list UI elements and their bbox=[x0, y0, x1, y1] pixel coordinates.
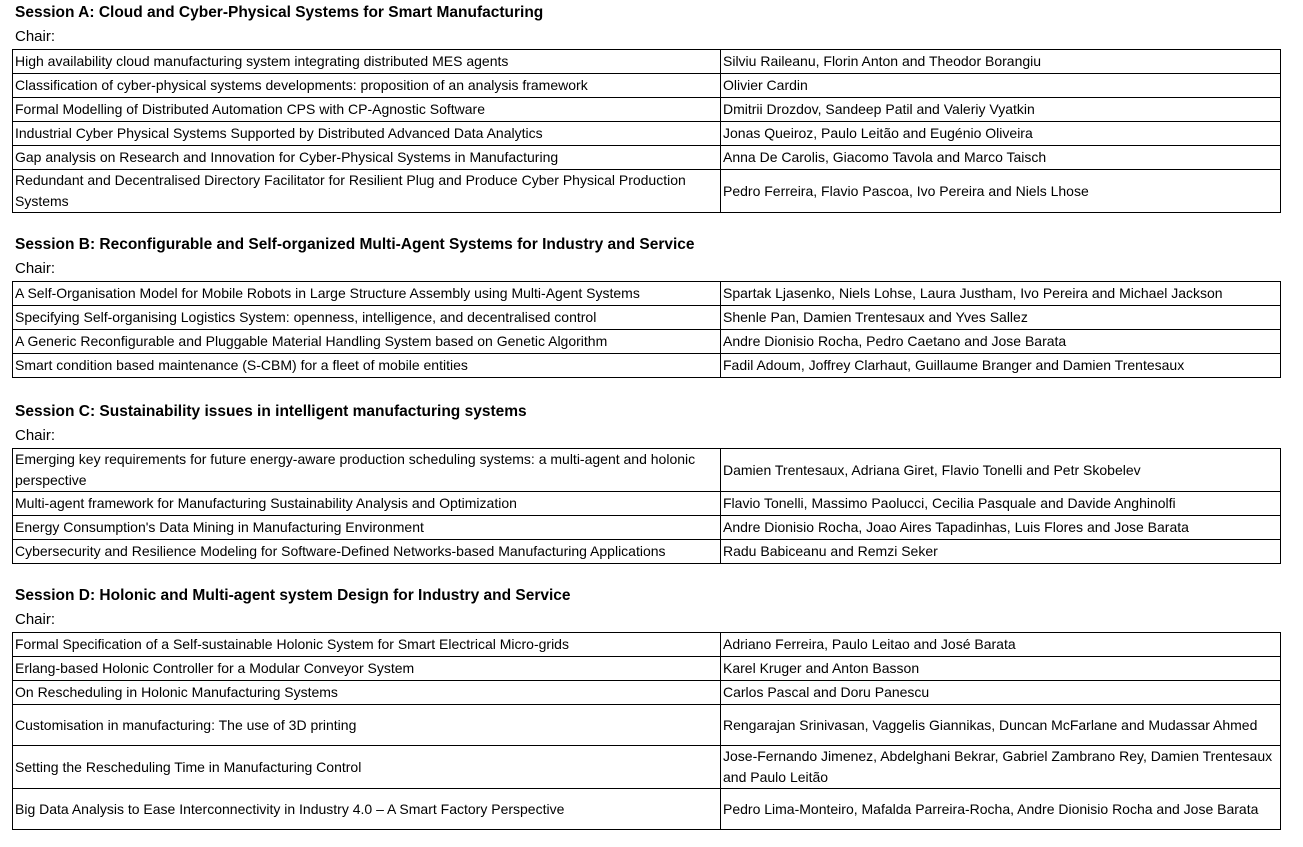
paper-title: Formal Specification of a Self-sustainable Holonic System for Smart Electrical Micro-grids bbox=[13, 633, 721, 657]
papers-table bbox=[12, 632, 1281, 830]
session-d bbox=[12, 584, 1280, 830]
paper-authors: Pedro Ferreira, Flavio Pascoa, Ivo Pereira and Niels Lhose bbox=[721, 170, 1281, 213]
paper-authors: Andre Dionisio Rocha, Joao Aires Tapadinhas, Luis Flores and Jose Barata bbox=[721, 516, 1281, 540]
table-row bbox=[13, 122, 1281, 146]
paper-authors: Damien Trentesaux, Adriana Giret, Flavio Tonelli and Petr Skobelev bbox=[721, 449, 1281, 492]
session-title: Session D: Holonic and Multi-agent system Design for Industry and Service bbox=[15, 587, 571, 604]
papers-table bbox=[12, 281, 1281, 378]
paper-title: Specifying Self-organising Logistics System: openness, intelligence, and decentralised control bbox=[13, 306, 721, 330]
session-chair: Chair: bbox=[15, 260, 56, 277]
paper-title: Big Data Analysis to Ease Interconnectivity in Industry 4.0 – A Smart Factory Perspective bbox=[13, 789, 721, 830]
paper-authors: Flavio Tonelli, Massimo Paolucci, Cecilia Pasquale and Davide Anghinolfi bbox=[721, 492, 1281, 516]
session-b bbox=[12, 233, 1280, 378]
table-row bbox=[13, 516, 1281, 540]
paper-authors: Carlos Pascal and Doru Panescu bbox=[721, 681, 1281, 705]
papers-table bbox=[12, 448, 1281, 564]
paper-title: Emerging key requirements for future energy-aware production scheduling systems: a multi-agent and holonic perspective bbox=[13, 449, 721, 492]
table-row bbox=[13, 492, 1281, 516]
paper-authors: Jose-Fernando Jimenez, Abdelghani Bekrar, Gabriel Zambrano Rey, Damien Trentesaux and Paulo Leitão bbox=[721, 746, 1281, 789]
table-row bbox=[13, 330, 1281, 354]
paper-authors: Fadil Adoum, Joffrey Clarhaut, Guillaume Branger and Damien Trentesaux bbox=[721, 354, 1281, 378]
session-chair: Chair: bbox=[15, 427, 56, 444]
table-row bbox=[13, 705, 1281, 746]
paper-authors: Silviu Raileanu, Florin Anton and Theodor Borangiu bbox=[721, 50, 1281, 74]
paper-title: High availability cloud manufacturing system integrating distributed MES agents bbox=[13, 50, 721, 74]
table-row bbox=[13, 354, 1281, 378]
table-row bbox=[13, 657, 1281, 681]
paper-authors: Shenle Pan, Damien Trentesaux and Yves Sallez bbox=[721, 306, 1281, 330]
paper-title: Redundant and Decentralised Directory Facilitator for Resilient Plug and Produce Cyber Physical Production Systems bbox=[13, 170, 721, 213]
paper-authors: Rengarajan Srinivasan, Vaggelis Giannikas, Duncan McFarlane and Mudassar Ahmed bbox=[721, 705, 1281, 746]
table-row bbox=[13, 789, 1281, 830]
paper-authors: Olivier Cardin bbox=[721, 74, 1281, 98]
paper-title: Classification of cyber-physical systems developments: proposition of an analysis framework bbox=[13, 74, 721, 98]
table-row bbox=[13, 146, 1281, 170]
paper-title: Setting the Rescheduling Time in Manufacturing Control bbox=[13, 746, 721, 789]
paper-authors: Radu Babiceanu and Remzi Seker bbox=[721, 540, 1281, 564]
session-c bbox=[12, 400, 1280, 564]
paper-authors: Adriano Ferreira, Paulo Leitao and José Barata bbox=[721, 633, 1281, 657]
table-row bbox=[13, 540, 1281, 564]
table-row bbox=[13, 74, 1281, 98]
paper-title: Formal Modelling of Distributed Automation CPS with CP-Agnostic Software bbox=[13, 98, 721, 122]
table-row bbox=[13, 170, 1281, 213]
paper-title: Multi-agent framework for Manufacturing Sustainability Analysis and Optimization bbox=[13, 492, 721, 516]
paper-title: Gap analysis on Research and Innovation for Cyber-Physical Systems in Manufacturing bbox=[13, 146, 721, 170]
table-row bbox=[13, 282, 1281, 306]
session-title: Session C: Sustainability issues in intelligent manufacturing systems bbox=[15, 403, 527, 420]
paper-authors: Jonas Queiroz, Paulo Leitão and Eugénio Oliveira bbox=[721, 122, 1281, 146]
paper-title: A Self-Organisation Model for Mobile Robots in Large Structure Assembly using Multi-Agent Systems bbox=[13, 282, 721, 306]
paper-authors: Dmitrii Drozdov, Sandeep Patil and Valeriy Vyatkin bbox=[721, 98, 1281, 122]
paper-authors: Andre Dionisio Rocha, Pedro Caetano and Jose Barata bbox=[721, 330, 1281, 354]
paper-title: On Rescheduling in Holonic Manufacturing Systems bbox=[13, 681, 721, 705]
paper-title: Customisation in manufacturing: The use of 3D printing bbox=[13, 705, 721, 746]
table-row bbox=[13, 50, 1281, 74]
table-row bbox=[13, 633, 1281, 657]
table-row bbox=[13, 306, 1281, 330]
paper-authors: Spartak Ljasenko, Niels Lohse, Laura Justham, Ivo Pereira and Michael Jackson bbox=[721, 282, 1281, 306]
table-row bbox=[13, 681, 1281, 705]
papers-table bbox=[12, 49, 1281, 213]
paper-title: A Generic Reconfigurable and Pluggable Material Handling System based on Genetic Algorithm bbox=[13, 330, 721, 354]
paper-title: Cybersecurity and Resilience Modeling for Software-Defined Networks-based Manufacturing Applications bbox=[13, 540, 721, 564]
paper-title: Industrial Cyber Physical Systems Supported by Distributed Advanced Data Analytics bbox=[13, 122, 721, 146]
paper-authors: Anna De Carolis, Giacomo Tavola and Marco Taisch bbox=[721, 146, 1281, 170]
table-row bbox=[13, 746, 1281, 789]
paper-authors: Karel Kruger and Anton Basson bbox=[721, 657, 1281, 681]
session-a bbox=[12, 1, 1280, 213]
table-row bbox=[13, 449, 1281, 492]
table-row bbox=[13, 98, 1281, 122]
paper-title: Energy Consumption's Data Mining in Manufacturing Environment bbox=[13, 516, 721, 540]
session-chair: Chair: bbox=[15, 28, 56, 45]
paper-title: Smart condition based maintenance (S-CBM) for a fleet of mobile entities bbox=[13, 354, 721, 378]
session-chair: Chair: bbox=[15, 611, 56, 628]
session-title: Session A: Cloud and Cyber-Physical Systems for Smart Manufacturing bbox=[15, 4, 544, 21]
paper-title: Erlang-based Holonic Controller for a Modular Conveyor System bbox=[13, 657, 721, 681]
session-title: Session B: Reconfigurable and Self-organized Multi-Agent Systems for Industry and Service bbox=[15, 236, 695, 253]
paper-authors: Pedro Lima-Monteiro, Mafalda Parreira-Rocha, Andre Dionisio Rocha and Jose Barata bbox=[721, 789, 1281, 830]
